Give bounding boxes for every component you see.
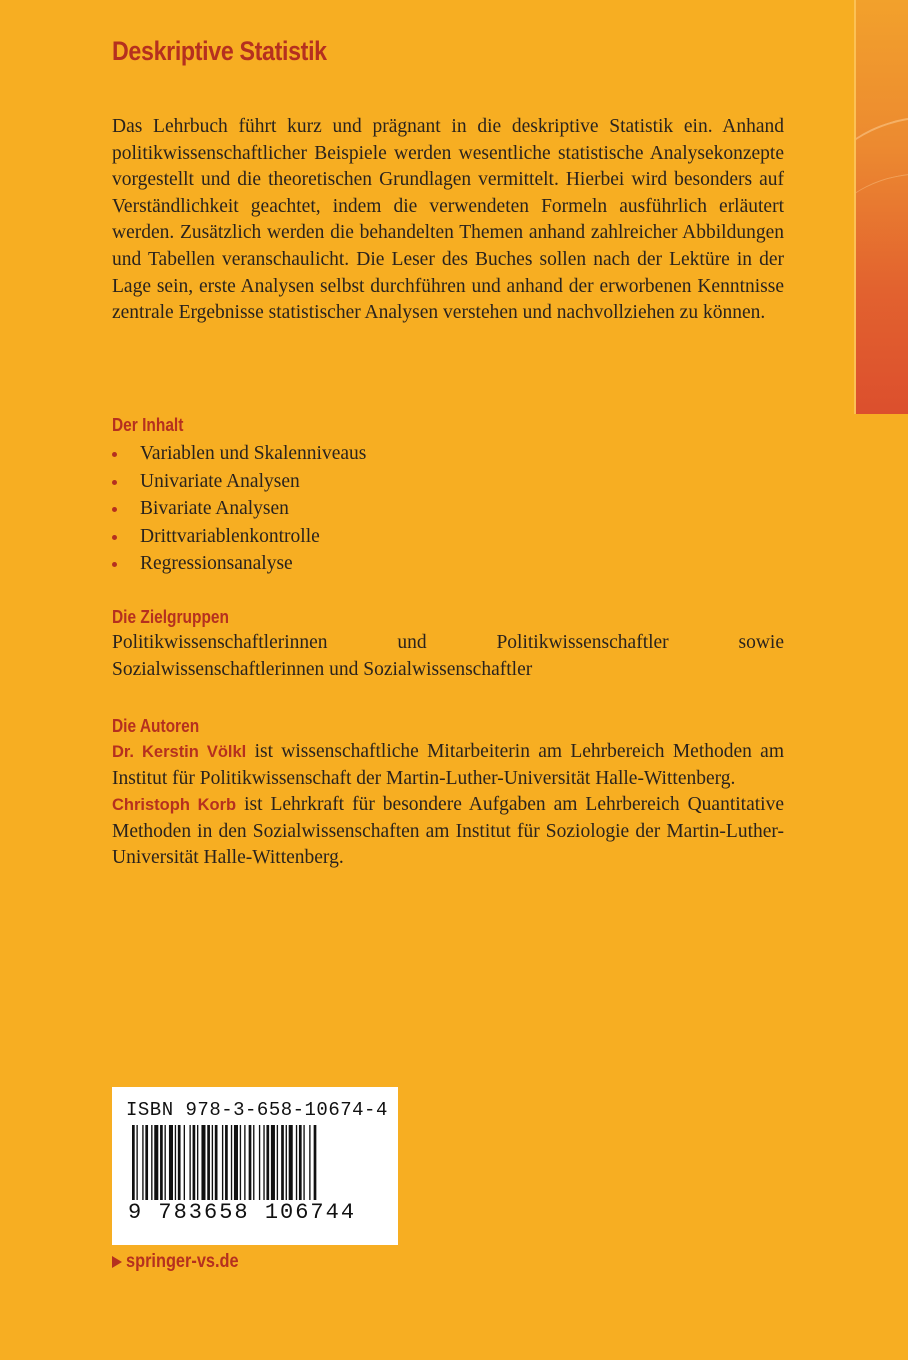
contents-section xyxy=(112,412,784,578)
barcode-bar xyxy=(240,1125,241,1201)
target-groups-section xyxy=(112,604,784,683)
list-item: Drittvariablenkontrolle xyxy=(112,523,784,551)
barcode-bar xyxy=(299,1125,302,1201)
contents-list xyxy=(112,440,784,578)
contents-heading: Der Inhalt xyxy=(112,415,184,435)
barcode-bar xyxy=(263,1125,264,1201)
barcode-bar xyxy=(289,1125,293,1201)
bullet-icon xyxy=(112,452,117,457)
barcode-bar xyxy=(244,1125,245,1201)
barcode-bar xyxy=(175,1125,176,1201)
barcode-bar xyxy=(266,1125,269,1201)
bullet-icon xyxy=(112,535,117,540)
barcode-bar xyxy=(178,1125,181,1201)
bullet-icon xyxy=(112,507,117,512)
barcode-bar xyxy=(193,1125,196,1201)
author-description: ist wissenschaftliche Mitarbeiterin am Lehrbereich Methoden am Institut für Politikwissenschaft der Martin-Luther-Universität Halle-Wittenberg. xyxy=(112,741,784,789)
barcode-bar xyxy=(281,1125,284,1201)
list-item: Regressionsanalyse xyxy=(112,550,784,578)
barcode-bar xyxy=(160,1125,163,1201)
barcode-bar xyxy=(145,1125,148,1201)
barcode-bar xyxy=(277,1125,278,1201)
list-item: Bivariate Analysen xyxy=(112,495,784,523)
publisher-url: springer-vs.de xyxy=(126,1251,239,1272)
barcode-bar xyxy=(231,1125,232,1201)
authors-heading: Die Autoren xyxy=(112,716,200,736)
barcode-bar xyxy=(286,1125,287,1201)
author-description: ist Lehrkraft für besondere Aufgaben am Lehrbereich Quantitative Methoden in den Sozialwissenschaften am Institut für Soziologie der Martin-Luther-Universität Halle-Wittenberg. xyxy=(112,794,784,869)
blurb-section xyxy=(112,114,784,327)
book-title: Deskriptive Statistik xyxy=(112,36,327,66)
list-item: Univariate Analysen xyxy=(112,468,784,496)
barcode-bar xyxy=(234,1125,238,1201)
isbn-label: ISBN 978-3-658-10674-4 xyxy=(126,1099,388,1121)
publisher-link[interactable] xyxy=(112,1251,257,1273)
author-name: Christoph Korb xyxy=(112,796,237,815)
barcode-bar xyxy=(253,1125,254,1201)
bullet-icon xyxy=(112,562,117,567)
authors-section xyxy=(112,713,784,872)
bullet-icon xyxy=(112,480,117,485)
barcode-bar xyxy=(154,1125,158,1201)
barcode-bar xyxy=(309,1125,310,1201)
barcode-bar xyxy=(215,1125,218,1201)
barcode-bar xyxy=(207,1125,210,1201)
barcode-bar xyxy=(212,1125,213,1201)
barcode-bar xyxy=(184,1125,185,1201)
barcode-bar xyxy=(271,1125,275,1201)
barcode-bar xyxy=(142,1125,143,1201)
barcode-bar xyxy=(169,1125,173,1201)
barcode-bar xyxy=(189,1125,190,1201)
barcode-bar xyxy=(201,1125,205,1201)
blurb-text: Das Lehrbuch führt kurz und prägnant in die deskriptive Statistik ein. Anhand politikwissenschaftlicher Beispiele werden wesentliche statistische Analysekonzepte vorgestellt und die theoretischen Grundlagen vermittelt. Hierbei wird besonders auf Verständlichkeit geachtet, indem die verwendeten Formeln ausführlich erläutert werden. Zusätzlich werden die behandelten Themen anhand zahlreicher Abbildungen und Tabellen veranschaulicht. Die Leser des Buches sollen nach der Lektüre in der Lage sein, erste Analysen selbst durchführen und anhand der erworbenen Kenntnisse zentrale Ergebnisse statistischer Analysen verstehen und nachvollziehen zu können. xyxy=(112,116,784,324)
barcode-bar xyxy=(197,1125,198,1201)
barcode-bar xyxy=(165,1125,166,1201)
target-groups-heading: Die Zielgruppen xyxy=(112,607,229,627)
author-name: Dr. Kerstin Völkl xyxy=(112,743,247,761)
author-bio xyxy=(112,792,784,872)
barcode-bar xyxy=(151,1125,152,1201)
barcode-digits: 9 783658 106744 xyxy=(128,1200,357,1225)
author-bio xyxy=(112,739,784,792)
barcode-box xyxy=(112,1087,398,1245)
target-groups-text: Politikwissenschaftlerinnen und Politikwissenschaftler sowie Sozialwissenschaftlerinnen und Sozialwissenschaftler xyxy=(112,632,784,680)
barcode-bar xyxy=(303,1125,304,1201)
barcode-bar xyxy=(249,1125,252,1201)
triangle-arrow-icon xyxy=(112,1256,122,1268)
spine-accent-decoration xyxy=(856,0,908,414)
barcode-bar xyxy=(296,1125,297,1201)
barcode-bar xyxy=(259,1125,260,1201)
list-item: Variablen und Skalenniveaus xyxy=(112,440,784,468)
